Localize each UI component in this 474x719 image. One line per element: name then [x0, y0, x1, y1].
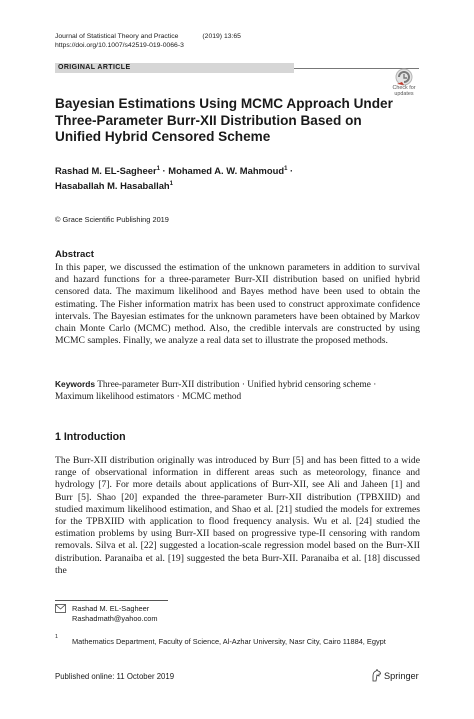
author-list	[55, 163, 395, 192]
corresponding-author-name: Rashad M. EL-Sagheer	[72, 604, 150, 613]
publisher-name: Springer	[384, 671, 419, 681]
check-label-line1: Check for	[392, 85, 416, 91]
journal-info	[55, 33, 241, 42]
keywords	[55, 378, 415, 403]
published-date: Published online: 11 October 2019	[55, 672, 175, 681]
author-line-2	[55, 178, 395, 193]
affiliation-text: Mathematics Department, Faculty of Science, Al-Azhar University, Nasr City, Cairo 11884, Egypt	[72, 637, 386, 646]
author-separator: ·	[287, 165, 294, 177]
author-name[interactable]: Hasaballah M. Hasaballah	[55, 179, 170, 191]
article-type: ORIGINAL ARTICLE	[58, 64, 131, 71]
author-affiliation-mark: 1	[169, 180, 173, 187]
envelope-icon	[55, 604, 66, 613]
copyright-notice: © Grace Scientific Publishing 2019	[55, 215, 169, 224]
author-line-1	[55, 163, 395, 178]
affiliation-number: 1	[55, 634, 58, 640]
corresponding-author-email[interactable]: Rashadmath@yahoo.com	[72, 614, 158, 623]
abstract-text: In this paper, we discussed the estimation of the unknown parameters in addition to survival and hazard functions for a three-parameter Burr-XII distribution based on unified hybrid censored data. The maximum likelihood and Bayes method have been used to obtain the estimating. The Fisher information matrix has been used to construct approximate confidence intervals. The Bayesian estimates for the unknown parameters have been obtained by Markov chain Monte Carlo (MCMC) method. Also, the credible intervals are constructed by using MCMC samples. Finally, we analyze a real data set to illustrate the proposed methods.	[55, 262, 420, 347]
check-label-line2: updates	[394, 91, 414, 97]
journal-name: Journal of Statistical Theory and Practice	[55, 33, 179, 40]
keywords-label: Keywords	[55, 379, 96, 389]
keywords-text: Three-parameter Burr-XII distribution · Unified hybrid censoring scheme · Maximum likelihood estimators · MCMC method	[55, 380, 377, 403]
springer-horse-icon	[371, 669, 382, 682]
section-heading: 1 Introduction	[55, 431, 126, 443]
journal-volume: (2019) 13:65	[202, 33, 241, 40]
author-affiliation-mark: 1	[284, 166, 288, 172]
author-affiliation-mark: 1	[156, 166, 160, 172]
footnote-rule	[55, 600, 168, 601]
author-separator: ·	[159, 165, 169, 177]
abstract-heading: Abstract	[55, 249, 94, 260]
author-name[interactable]: Rashad M. EL-Sagheer	[55, 165, 157, 177]
paper-title: Bayesian Estimations Using MCMC Approach Under Three-Parameter Burr-XII Distribution Based on Unified Hybrid Censored Scheme	[55, 96, 393, 144]
introduction-text: The Burr-XII distribution originally was introduced by Burr [5] and has been fitted to a wide range of observational information in different areas such as meteorology, finance and hydrology [7]. For more details about applications of Burr-XII, see Ali and Jaheen [1] and Burr [5]. Shao [20] expanded the three-parameter Burr-XII distribution (TPBXIID) and studied maximum likelihood estimation, and Shao et al. [21] studied the models for extremes for the TPBXIID with application to flood frequency analysis. Wu et al. [24] studied the estimation problems by using Burr-XII based on progressive type-II censoring with random removals. Silva et al. [22] suggested a location-scale regression model based on the Burr-XII distribution. Paranaiba et al. [19] suggested the beta Burr-XII. Paranaiba et al. [18] discussed the	[55, 455, 420, 576]
author-name[interactable]: Mohamed A. W. Mahmoud	[168, 165, 285, 177]
doi-link[interactable]: https://doi.org/10.1007/s42519-019-0066-3	[55, 42, 184, 49]
